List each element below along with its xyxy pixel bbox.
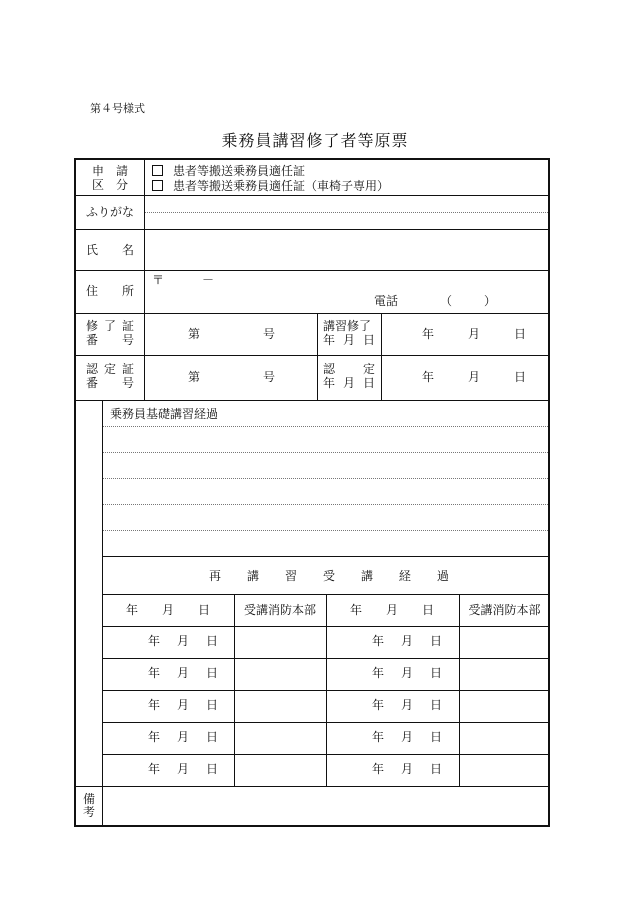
form-number: 第４号様式 (90, 102, 145, 115)
postal-dash: － (202, 273, 215, 287)
retraining-date: 年 月 日 (148, 634, 218, 648)
row-divider (76, 355, 548, 356)
retraining-date: 年 月 日 (372, 730, 442, 744)
furigana-label: ふりがな (85, 205, 134, 219)
phone-open: （ (440, 294, 453, 308)
name-label: 氏 名 (86, 243, 134, 257)
retraining-date: 年 月 日 (372, 762, 442, 776)
row-divider (76, 229, 548, 230)
option-wheelchair[interactable]: 患者等搬送乗務員適任証（車椅子専用） (152, 179, 389, 193)
number-suffix: 号 (263, 370, 276, 384)
phone-close: ） (484, 294, 497, 308)
completion-date: 年 月 日 (422, 327, 526, 341)
column-divider (381, 313, 382, 400)
column-header-fire-dept: 受講消防本部 (243, 603, 316, 617)
number-suffix: 号 (263, 327, 276, 341)
dotted-divider (102, 478, 548, 479)
address-label: 住 所 (86, 284, 134, 298)
certification-label: 認 定 証 番 号 (86, 362, 134, 390)
row-divider (102, 594, 548, 595)
retraining-date: 年 月 日 (372, 634, 442, 648)
retraining-date: 年 月 日 (148, 666, 218, 680)
completion-label: 修 了 証 番 号 (86, 319, 134, 347)
certification-date: 年 月 日 (422, 370, 526, 384)
completion-date-label: 講習修了 年 月 日 (323, 319, 375, 347)
dotted-divider (102, 530, 548, 531)
row-divider (76, 313, 548, 314)
number-prefix: 第 (188, 327, 201, 341)
column-divider (459, 594, 460, 786)
column-divider (144, 160, 145, 400)
retraining-date: 年 月 日 (372, 666, 442, 680)
dotted-divider (102, 452, 548, 453)
basic-course-label: 乗務員基礎講習経過 (110, 407, 219, 421)
number-prefix: 第 (188, 370, 201, 384)
checkbox[interactable] (152, 165, 163, 176)
row-divider (102, 690, 548, 691)
dotted-divider (102, 426, 548, 427)
column-divider (102, 400, 103, 827)
row-divider (102, 722, 548, 723)
row-divider (76, 786, 548, 787)
column-divider (317, 313, 318, 400)
row-divider (102, 626, 548, 627)
column-header-date: 年 月 日 (126, 603, 210, 617)
row-divider (76, 195, 548, 196)
row-divider (76, 400, 548, 401)
phone-label: 電話 (374, 294, 399, 308)
row-divider (76, 270, 548, 271)
certification-date-label: 認 定 年 月 日 (323, 362, 375, 390)
postal-mark: 〒 (152, 273, 165, 287)
row-divider (102, 754, 548, 755)
remarks-label: 備 考 (82, 792, 95, 819)
checkbox[interactable] (152, 180, 163, 191)
dotted-divider (102, 504, 548, 505)
column-divider (234, 594, 235, 786)
retraining-date: 年 月 日 (148, 730, 218, 744)
retraining-date: 年 月 日 (148, 762, 218, 776)
option-general[interactable]: 患者等搬送乗務員適任証 (152, 164, 305, 178)
retraining-date: 年 月 日 (148, 698, 218, 712)
page-title: 乗務員講習修了者等原票 (221, 131, 409, 150)
row-divider (102, 556, 548, 557)
row-divider (102, 658, 548, 659)
column-divider (326, 594, 327, 786)
form-table (74, 158, 550, 827)
dotted-divider (144, 212, 548, 213)
column-header-fire-dept: 受講消防本部 (468, 603, 541, 617)
application-label: 申 請 区 分 (91, 164, 128, 192)
retraining-date: 年 月 日 (372, 698, 442, 712)
column-header-date: 年 月 日 (350, 603, 434, 617)
retraining-title: 再 講 習 受 講 経 過 (209, 569, 449, 583)
